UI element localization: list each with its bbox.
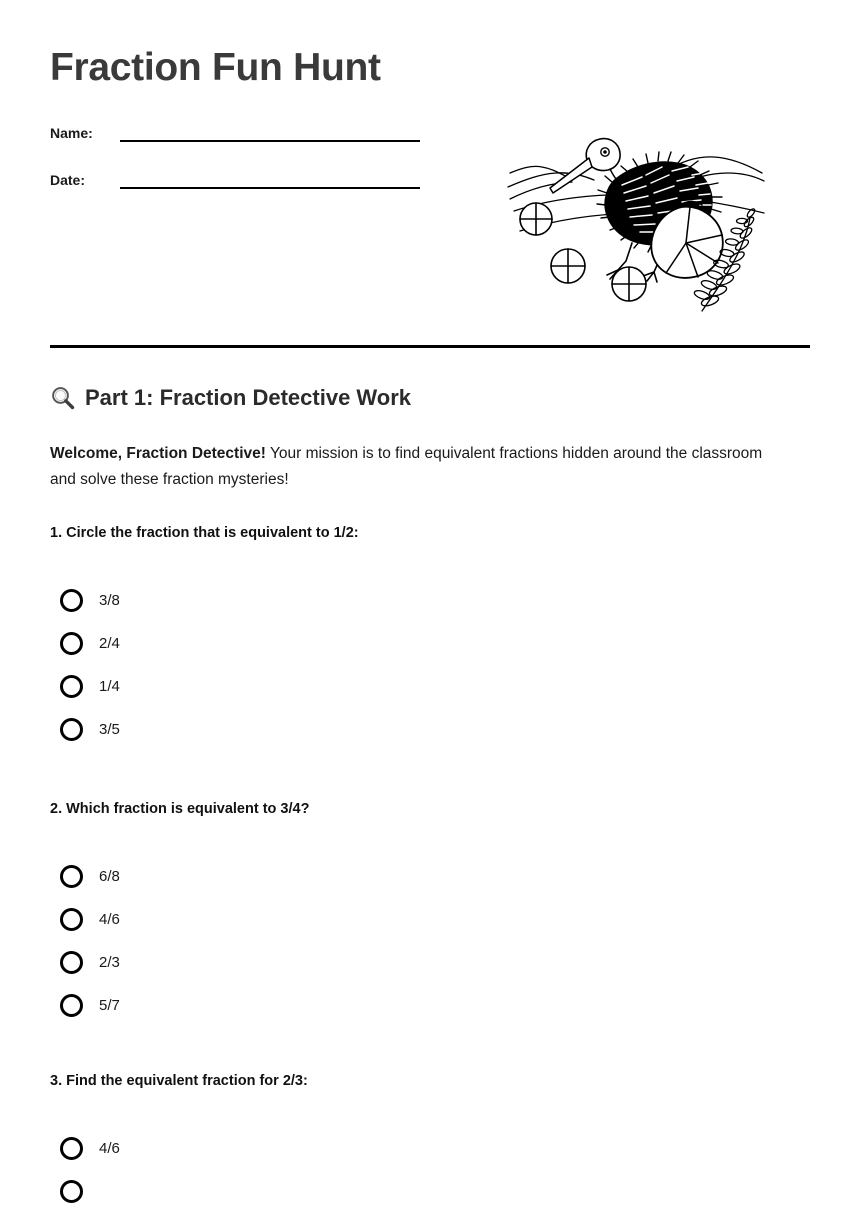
option-bullet[interactable]: [60, 951, 83, 974]
name-input-line[interactable]: [120, 120, 420, 142]
option-label: 2/4: [99, 635, 120, 652]
fraction-circle-icon: [612, 267, 646, 301]
page-title: Fraction Fun Hunt: [50, 46, 381, 89]
option-label: 4/6: [99, 911, 120, 928]
option-label: 5/7: [99, 997, 120, 1014]
option-bullet[interactable]: [60, 632, 83, 655]
option-row[interactable]: [50, 984, 810, 1027]
option-row[interactable]: [50, 855, 810, 898]
option-row[interactable]: [50, 898, 810, 941]
option-label: 4/6: [99, 1140, 120, 1157]
name-field-row: [50, 120, 420, 142]
option-bullet[interactable]: [60, 1137, 83, 1160]
intro-paragraph: [50, 441, 790, 493]
option-label: 6/8: [99, 868, 120, 885]
fraction-circle-icon: [551, 249, 585, 283]
options-list-1: [50, 579, 810, 751]
option-bullet[interactable]: [60, 865, 83, 888]
option-label: 3/8: [99, 592, 120, 609]
option-row[interactable]: [50, 1170, 810, 1213]
name-field-label: Name:: [50, 125, 93, 141]
question-text-2: 2. Which fraction is equivalent to 3/4?: [50, 801, 310, 817]
question-block-2: [50, 801, 810, 1027]
magnifying-glass-icon: [50, 385, 76, 411]
date-input-line[interactable]: [120, 167, 420, 189]
option-row[interactable]: [50, 708, 810, 751]
worksheet-body: [50, 385, 810, 1219]
option-bullet[interactable]: [60, 589, 83, 612]
options-list-3: [50, 1127, 810, 1213]
option-row[interactable]: [50, 579, 810, 622]
fraction-circle-icon: [520, 203, 552, 235]
option-label: 1/4: [99, 678, 120, 695]
question-block-1: [50, 525, 810, 751]
option-bullet[interactable]: [60, 675, 83, 698]
option-bullet[interactable]: [60, 1180, 83, 1203]
option-row[interactable]: [50, 1127, 810, 1170]
option-row[interactable]: [50, 665, 810, 708]
kiwi-illustration: [506, 125, 768, 317]
intro-rest: Your mission is to find equivalent fractions hidden around the classroom and solve these fraction mysteries!: [50, 445, 763, 488]
question-block-3: [50, 1073, 810, 1213]
option-bullet[interactable]: [60, 718, 83, 741]
option-bullet[interactable]: [60, 994, 83, 1017]
question-text-1: 1. Circle the fraction that is equivalent to 1/2:: [50, 525, 359, 541]
section-divider: [50, 345, 810, 348]
intro-lead: Welcome, Fraction Detective!: [50, 445, 266, 462]
option-label: 2/3: [99, 954, 120, 971]
date-field-row: [50, 167, 420, 189]
option-row[interactable]: [50, 941, 810, 984]
option-row[interactable]: [50, 622, 810, 665]
worksheet-header: [50, 0, 810, 297]
question-text-3: 3. Find the equivalent fraction for 2/3:: [50, 1073, 308, 1089]
part-heading: [50, 385, 810, 411]
options-list-2: [50, 855, 810, 1027]
part-heading-text: Part 1: Fraction Detective Work: [85, 384, 412, 410]
date-field-label: Date:: [50, 172, 86, 188]
option-label: 3/5: [99, 721, 120, 738]
option-bullet[interactable]: [60, 908, 83, 931]
